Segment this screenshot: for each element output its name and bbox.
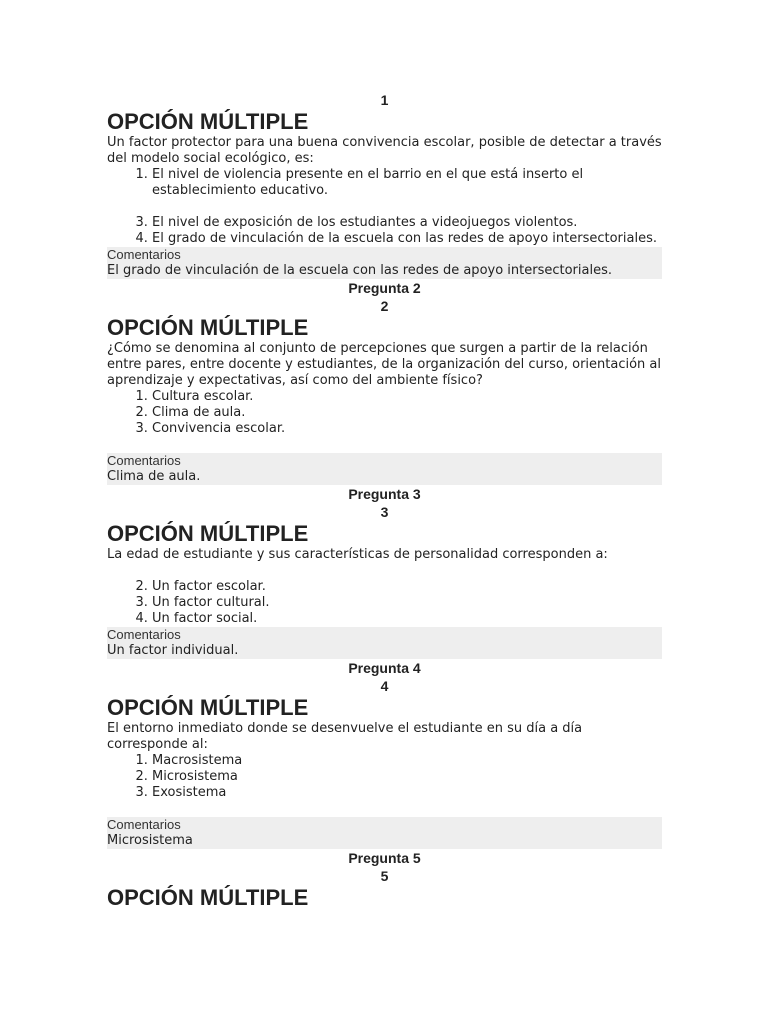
empty-option	[152, 563, 662, 579]
question-number: 1	[380, 92, 389, 108]
comment-label: Comentarios	[107, 453, 181, 468]
option-list	[107, 563, 662, 627]
option-list	[107, 167, 662, 247]
option-list	[107, 753, 662, 801]
question-number: 5	[380, 868, 389, 884]
question-stem: ¿Cómo se denomina al conjunto de percepciones que surgen a partir de la relación entre pares, entre docente y estudiantes, de la organización del curso, orientación al aprendizaje y expectativas, así como del ambiente físico?	[107, 341, 662, 388]
question-label: Pregunta 2	[348, 280, 421, 296]
question-type-heading: OPCIÓN MÚLTIPLE	[107, 521, 309, 546]
question-label: Pregunta 3	[348, 486, 421, 502]
comment-text: Un factor individual.	[107, 643, 239, 658]
option-item: 1. El nivel de violencia presente en el barrio en el que está inserto el establecimiento educativo.	[152, 167, 662, 199]
question-4	[107, 659, 662, 849]
question-number: 3	[380, 504, 389, 520]
option-item: 4. El grado de vinculación de la escuela con las redes de apoyo intersectoriales.	[152, 231, 662, 247]
question-label: Pregunta 5	[348, 850, 421, 866]
comment-box	[107, 627, 662, 659]
question-3	[107, 485, 662, 659]
comment-text: El grado de vinculación de la escuela con las redes de apoyo intersectoriales.	[107, 263, 612, 278]
question-stem: El entorno inmediato donde se desenvuelve el estudiante en su día a día corresponde al:	[107, 721, 583, 752]
spacer	[107, 437, 662, 453]
question-number: 4	[380, 678, 389, 694]
comment-box	[107, 247, 662, 279]
question-label: Pregunta 4	[348, 660, 421, 676]
comment-text: Microsistema	[107, 833, 193, 848]
question-type-heading: OPCIÓN MÚLTIPLE	[107, 109, 309, 134]
quiz-document	[107, 91, 662, 911]
comment-label: Comentarios	[107, 627, 181, 642]
option-item: 3. Un factor cultural.	[152, 595, 662, 611]
option-item: 2. Un factor escolar.	[152, 579, 662, 595]
option-item: 3. Exosistema	[152, 785, 662, 801]
question-stem: La edad de estudiante y sus características de personalidad corresponden a:	[107, 547, 608, 562]
question-5	[107, 849, 662, 911]
option-list	[107, 389, 662, 437]
empty-option	[152, 199, 662, 215]
question-type-heading: OPCIÓN MÚLTIPLE	[107, 695, 309, 720]
option-item: 3. El nivel de exposición de los estudiantes a videojuegos violentos.	[152, 215, 662, 231]
question-type-heading: OPCIÓN MÚLTIPLE	[107, 315, 309, 340]
option-item: 1. Cultura escolar.	[152, 389, 662, 405]
comment-label: Comentarios	[107, 817, 181, 832]
question-1	[107, 91, 662, 279]
comment-box	[107, 453, 662, 485]
option-item: 3. Convivencia escolar.	[152, 421, 662, 437]
option-item: 2. Microsistema	[152, 769, 662, 785]
comment-text: Clima de aula.	[107, 469, 201, 484]
question-stem: Un factor protector para una buena convivencia escolar, posible de detectar a través del modelo social ecológico, es:	[107, 135, 662, 166]
question-2	[107, 279, 662, 485]
comment-label: Comentarios	[107, 247, 181, 262]
comment-box	[107, 817, 662, 849]
option-item: 2. Clima de aula.	[152, 405, 662, 421]
spacer	[107, 801, 662, 817]
question-type-heading: OPCIÓN MÚLTIPLE	[107, 885, 309, 910]
option-item: 1. Macrosistema	[152, 753, 662, 769]
option-item: 4. Un factor social.	[152, 611, 662, 627]
question-number: 2	[380, 298, 389, 314]
